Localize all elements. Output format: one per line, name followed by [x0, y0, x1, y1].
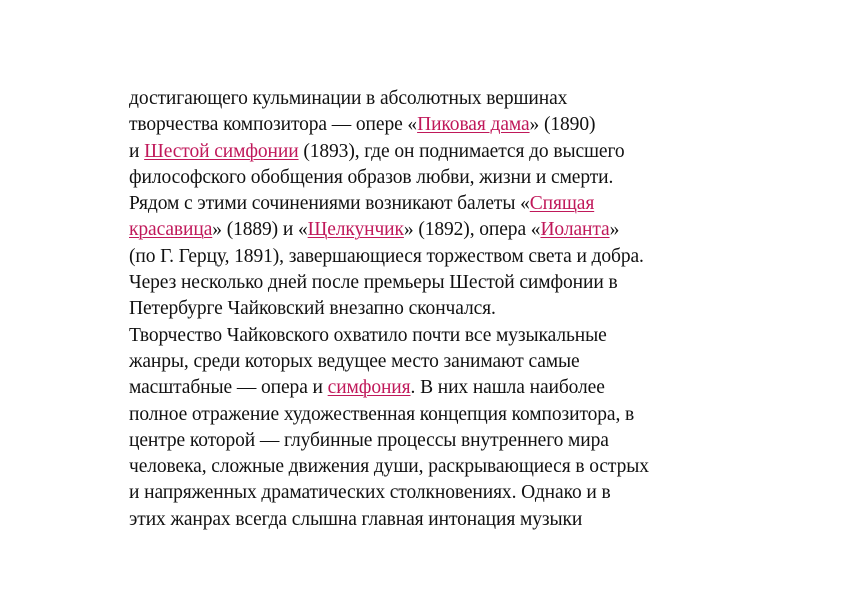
text-segment: » [609, 219, 620, 241]
text-segment: » (1890) [529, 114, 596, 136]
text-segment: Петербурге Чайковский внезапно скончался. [129, 298, 496, 320]
text-segment: Через несколько дней после премьеры Шестой симфонии в [129, 272, 618, 294]
text-line [129, 139, 729, 165]
text-segment: масштабные — опера и [129, 377, 328, 399]
text-line [129, 191, 729, 217]
text-segment: этих жанрах всегда слышна главная интонация музыки [129, 508, 583, 530]
text-line [129, 323, 729, 349]
text-line [129, 112, 729, 138]
link-shchelkunchik[interactable]: Щелкунчик [307, 219, 404, 241]
text-segment: (по Г. Герцу, 1891), завершающиеся торжеством света и добра. [129, 245, 644, 267]
text-line [129, 402, 729, 428]
text-line [129, 217, 729, 243]
text-segment: философского обобщения образов любви, жизни и смерти. [129, 166, 614, 188]
text-line [129, 428, 729, 454]
text-segment: полное отражение художественная концепция композитора, в [129, 403, 635, 425]
text-line [129, 270, 729, 296]
text-segment: Творчество Чайковского охватило почти все музыкальные [129, 324, 607, 346]
text-segment: центре которой — глубинные процессы внутреннего мира [129, 429, 609, 451]
body-text [129, 86, 729, 533]
text-segment: человека, сложные движения души, раскрывающиеся в острых [129, 456, 649, 478]
link-iolanta[interactable]: Иоланта [540, 219, 610, 241]
text-line [129, 296, 729, 322]
text-line [129, 349, 729, 375]
text-line [129, 375, 729, 401]
link-spyashchaya-krasavitsa-part1[interactable]: Спящая [529, 193, 595, 215]
link-shestoy-simfonii[interactable]: Шестой симфонии [144, 140, 299, 162]
text-segment: творчества композитора — опере « [129, 114, 418, 136]
link-spyashchaya-krasavitsa-part2[interactable]: красавица [129, 219, 213, 241]
text-line [129, 454, 729, 480]
text-segment: » (1892), опера « [403, 219, 541, 241]
text-segment: и напряженных драматических столкновениях. Однако и в [129, 482, 611, 504]
text-line [129, 244, 729, 270]
text-line [129, 86, 729, 112]
text-line [129, 507, 729, 533]
text-segment: . В них нашла наиболее [410, 377, 605, 399]
text-segment: и [129, 140, 145, 162]
link-pikovaya-dama[interactable]: Пиковая дама [417, 114, 530, 136]
text-segment: жанры, среди которых ведущее место занимают самые [129, 350, 580, 372]
text-segment: достигающего кульминации в абсолютных вершинах [129, 88, 568, 109]
text-segment: (1893), где он поднимается до высшего [298, 140, 625, 162]
text-line [129, 480, 729, 506]
text-line [129, 165, 729, 191]
link-simfoniya[interactable]: симфония [327, 377, 411, 399]
text-segment: Рядом с этими сочинениями возникают балеты « [129, 193, 530, 215]
text-segment: » (1889) и « [212, 219, 308, 241]
